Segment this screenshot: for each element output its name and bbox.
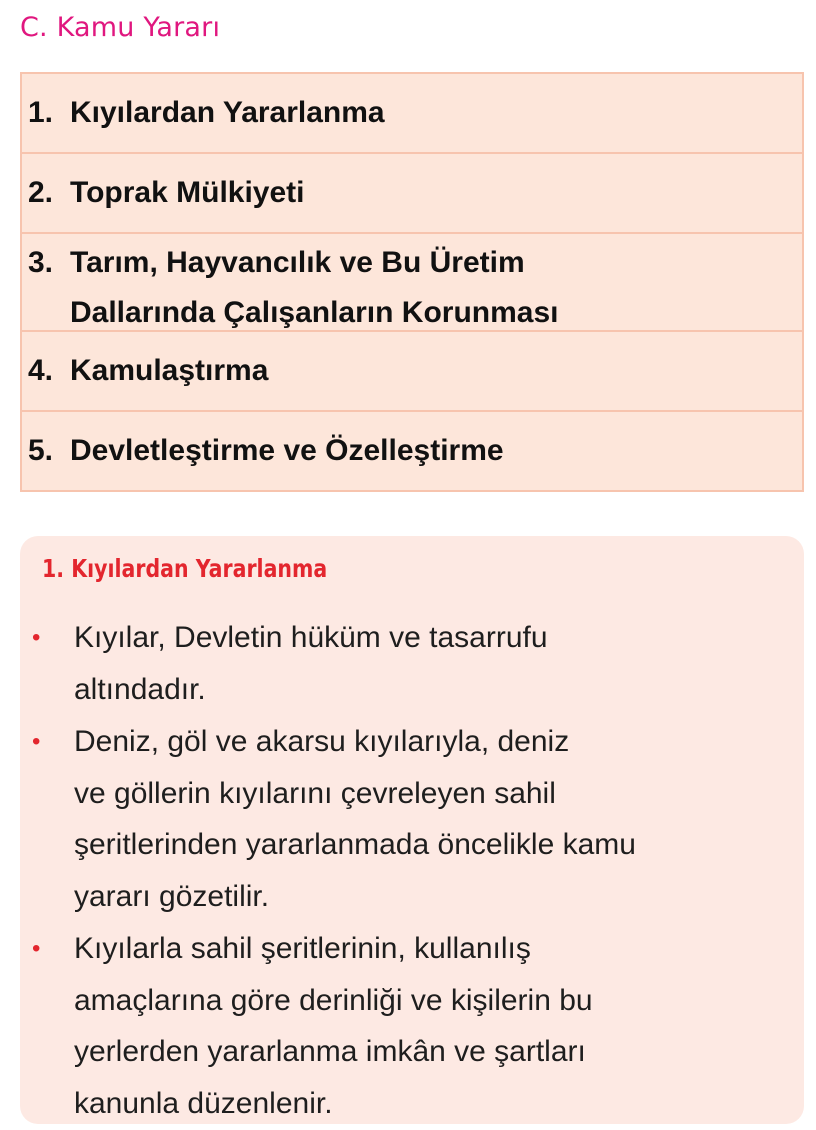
bullet-line: kanunla düzenlenir.: [74, 1086, 333, 1120]
bullet-line: amaçlarına göre derinliği ve kişilerin bu: [74, 983, 593, 1017]
bullet-line: Deniz, göl ve akarsu kıyılarıyla, deniz: [74, 725, 570, 758]
bullet-list: [20, 612, 750, 1130]
topic-row: [22, 332, 802, 412]
topic-label-line: Kamulaştırma: [70, 354, 269, 387]
topic-number: 2.: [28, 176, 54, 209]
topic-label: [70, 346, 268, 396]
bullet-line: yararı gözetilir.: [74, 879, 270, 913]
section-title: C. Kamu Yararı: [20, 12, 221, 43]
detail-heading: 1. Kıyılardan Yararlanma: [42, 554, 328, 583]
bullet-dot-icon: •: [32, 935, 41, 962]
topic-label-line: Kıyılardan Yararlanma: [70, 96, 385, 129]
bullet-line: altındadır.: [74, 672, 206, 706]
topic-number: 4.: [28, 354, 54, 387]
topic-number: 5.: [28, 434, 54, 467]
bullet-line: Kıyılar, Devletin hüküm ve tasarrufu: [74, 621, 548, 654]
topic-number: 1.: [28, 96, 54, 129]
bullet-line: ve göllerin kıyılarını çevreleyen sahil: [74, 776, 556, 810]
topic-label-line: Devletleştirme ve Özelleştirme: [70, 434, 504, 467]
topic-row: [22, 412, 802, 490]
topic-row: [22, 154, 802, 234]
topic-label: [70, 426, 504, 476]
topic-label-line: Dallarında Çalışanların Korunması: [70, 296, 559, 329]
bullet-dot-icon: •: [32, 728, 41, 755]
bullet-dot-icon: •: [32, 624, 41, 651]
topic-row: [22, 74, 802, 154]
bullet-item: [20, 716, 750, 922]
topic-number: 3.: [28, 246, 54, 279]
topic-list: [20, 72, 804, 492]
topic-label: [70, 168, 305, 218]
topic-label: [70, 238, 558, 338]
topic-row: [22, 234, 802, 332]
topic-label-line: Tarım, Hayvancılık ve Bu Üretim: [70, 246, 525, 279]
bullet-item: [20, 923, 750, 1129]
topic-label: [70, 88, 385, 138]
bullet-line: şeritlerinden yararlanmada öncelikle kamu: [74, 828, 636, 861]
detail-panel: [20, 536, 804, 1124]
bullet-line: Kıyılarla sahil şeritlerinin, kullanılış: [74, 932, 531, 965]
bullet-line: yerlerden yararlanma imkân ve şartları: [74, 1035, 586, 1068]
topic-label-line: Toprak Mülkiyeti: [70, 176, 305, 209]
bullet-item: [20, 612, 750, 715]
